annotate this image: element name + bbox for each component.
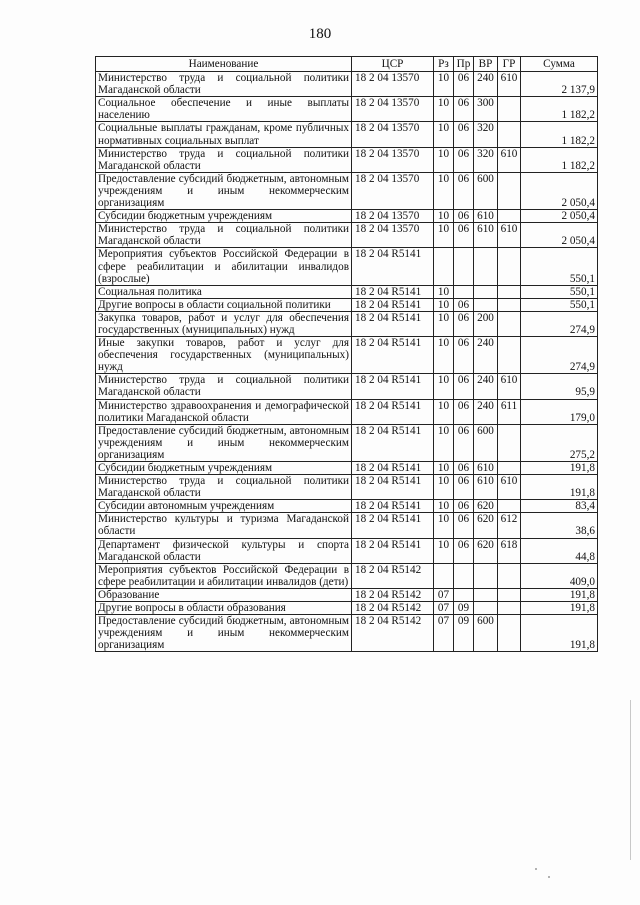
row-sum: 409,0 xyxy=(521,563,598,588)
row-pr: 06 xyxy=(454,298,474,311)
row-rz: 10 xyxy=(434,462,454,475)
row-sum: 38,6 xyxy=(521,513,598,538)
row-name: Предоставление субсидий бюджетным, автономным учреждениям и иным некоммерческим организациям xyxy=(96,615,352,652)
row-name: Социальное обеспечение и иные выплаты населению xyxy=(96,97,352,122)
row-sum: 274,9 xyxy=(521,337,598,374)
row-name: Мероприятия субъектов Российской Федерации в сфере реабилитации и абилитации инвалидов (дети) xyxy=(96,563,352,588)
row-rz: 10 xyxy=(434,147,454,172)
header-pr: Пр xyxy=(454,57,474,72)
row-pr xyxy=(454,588,474,601)
row-sum: 1 182,2 xyxy=(521,122,598,147)
row-pr: 06 xyxy=(454,513,474,538)
row-csr: 18 2 04 R5142 xyxy=(352,602,434,615)
row-sum: 1 182,2 xyxy=(521,147,598,172)
row-rz: 10 xyxy=(434,223,454,248)
row-vr: 200 xyxy=(474,311,498,336)
row-rz: 07 xyxy=(434,588,454,601)
table-header-row xyxy=(96,57,598,72)
header-csr: ЦСР xyxy=(352,57,434,72)
row-pr: 06 xyxy=(454,424,474,461)
row-gr: 611 xyxy=(498,399,521,424)
row-sum: 1 182,2 xyxy=(521,97,598,122)
row-gr: 610 xyxy=(498,147,521,172)
row-vr: 300 xyxy=(474,97,498,122)
row-csr: 18 2 04 R5142 xyxy=(352,588,434,601)
row-gr xyxy=(498,311,521,336)
row-gr: 610 xyxy=(498,374,521,399)
row-gr: 610 xyxy=(498,223,521,248)
row-csr: 18 2 04 R5141 xyxy=(352,513,434,538)
table-row xyxy=(96,538,598,563)
row-name: Субсидии бюджетным учреждениям xyxy=(96,462,352,475)
row-name: Предоставление субсидий бюджетным, автономным учреждениям и иным некоммерческим организациям xyxy=(96,424,352,461)
row-csr: 18 2 04 13570 xyxy=(352,147,434,172)
row-name: Образование xyxy=(96,588,352,601)
row-csr: 18 2 04 13570 xyxy=(352,210,434,223)
row-rz: 10 xyxy=(434,72,454,97)
row-gr xyxy=(498,500,521,513)
row-rz xyxy=(434,563,454,588)
table-row xyxy=(96,285,598,298)
row-vr: 240 xyxy=(474,337,498,374)
row-sum: 550,1 xyxy=(521,285,598,298)
table-row xyxy=(96,588,598,601)
row-vr xyxy=(474,285,498,298)
table-row xyxy=(96,462,598,475)
table-row xyxy=(96,172,598,209)
row-rz: 07 xyxy=(434,602,454,615)
row-gr xyxy=(498,248,521,285)
row-pr: 06 xyxy=(454,311,474,336)
table-row xyxy=(96,399,598,424)
row-name: Министерство здравоохранения и демографической политики Магаданской области xyxy=(96,399,352,424)
row-rz: 10 xyxy=(434,311,454,336)
row-sum: 191,8 xyxy=(521,615,598,652)
table-row xyxy=(96,298,598,311)
row-vr: 320 xyxy=(474,147,498,172)
row-sum: 2 137,9 xyxy=(521,72,598,97)
row-gr xyxy=(498,424,521,461)
row-csr: 18 2 04 13570 xyxy=(352,223,434,248)
row-name: Социальная политика xyxy=(96,285,352,298)
header-name: Наименование xyxy=(96,57,352,72)
row-gr xyxy=(498,337,521,374)
header-gr: ГР xyxy=(498,57,521,72)
table-row xyxy=(96,602,598,615)
row-name: Министерство труда и социальной политики Магаданской области xyxy=(96,475,352,500)
table-row xyxy=(96,248,598,285)
row-pr xyxy=(454,248,474,285)
row-pr: 06 xyxy=(454,462,474,475)
row-csr: 18 2 04 R5141 xyxy=(352,462,434,475)
row-rz: 10 xyxy=(434,500,454,513)
row-rz xyxy=(434,248,454,285)
row-rz: 10 xyxy=(434,337,454,374)
row-vr xyxy=(474,602,498,615)
row-vr: 320 xyxy=(474,122,498,147)
row-sum: 191,8 xyxy=(521,588,598,601)
table-row xyxy=(96,210,598,223)
row-pr: 06 xyxy=(454,210,474,223)
row-pr: 06 xyxy=(454,538,474,563)
row-sum: 44,8 xyxy=(521,538,598,563)
row-pr: 06 xyxy=(454,374,474,399)
row-gr: 612 xyxy=(498,513,521,538)
row-sum: 191,8 xyxy=(521,602,598,615)
row-sum: 95,9 xyxy=(521,374,598,399)
table-row xyxy=(96,500,598,513)
row-name: Министерство труда и социальной политики Магаданской области xyxy=(96,147,352,172)
scan-speck xyxy=(535,868,537,870)
row-gr xyxy=(498,462,521,475)
row-pr: 06 xyxy=(454,399,474,424)
scan-speck xyxy=(548,876,550,878)
row-rz: 10 xyxy=(434,538,454,563)
row-csr: 18 2 04 R5141 xyxy=(352,374,434,399)
row-csr: 18 2 04 13570 xyxy=(352,97,434,122)
row-sum: 275,2 xyxy=(521,424,598,461)
table-row xyxy=(96,563,598,588)
row-rz: 10 xyxy=(434,210,454,223)
row-vr: 610 xyxy=(474,210,498,223)
row-name: Министерство труда и социальной политики Магаданской области xyxy=(96,72,352,97)
row-name: Предоставление субсидий бюджетным, автономным учреждениям и иным некоммерческим организациям xyxy=(96,172,352,209)
row-rz: 10 xyxy=(434,513,454,538)
row-gr: 610 xyxy=(498,475,521,500)
row-vr: 620 xyxy=(474,513,498,538)
row-sum: 550,1 xyxy=(521,248,598,285)
row-rz: 10 xyxy=(434,298,454,311)
row-rz: 10 xyxy=(434,374,454,399)
row-name: Субсидии бюджетным учреждениям xyxy=(96,210,352,223)
row-pr: 06 xyxy=(454,475,474,500)
row-csr: 18 2 04 R5142 xyxy=(352,615,434,652)
row-gr xyxy=(498,602,521,615)
row-csr: 18 2 04 13570 xyxy=(352,72,434,97)
row-sum: 274,9 xyxy=(521,311,598,336)
table-row xyxy=(96,122,598,147)
row-name: Департамент физической культуры и спорта Магаданской области xyxy=(96,538,352,563)
row-sum: 2 050,4 xyxy=(521,210,598,223)
row-vr xyxy=(474,298,498,311)
row-name: Другие вопросы в области образования xyxy=(96,602,352,615)
row-vr xyxy=(474,248,498,285)
row-rz: 10 xyxy=(434,122,454,147)
row-csr: 18 2 04 13570 xyxy=(352,172,434,209)
row-name: Субсидии автономным учреждениям xyxy=(96,500,352,513)
row-csr: 18 2 04 R5141 xyxy=(352,399,434,424)
row-sum: 2 050,4 xyxy=(521,172,598,209)
row-sum: 550,1 xyxy=(521,298,598,311)
row-pr: 06 xyxy=(454,500,474,513)
row-vr: 600 xyxy=(474,424,498,461)
row-vr: 620 xyxy=(474,538,498,563)
table-row xyxy=(96,311,598,336)
row-name: Министерство культуры и туризма Магаданской области xyxy=(96,513,352,538)
table-row xyxy=(96,72,598,97)
row-vr xyxy=(474,563,498,588)
row-pr: 09 xyxy=(454,615,474,652)
row-gr xyxy=(498,588,521,601)
row-pr: 06 xyxy=(454,97,474,122)
row-pr: 06 xyxy=(454,72,474,97)
row-gr xyxy=(498,298,521,311)
row-pr: 06 xyxy=(454,337,474,374)
row-name: Министерство труда и социальной политики Магаданской области xyxy=(96,223,352,248)
row-gr xyxy=(498,285,521,298)
table-row xyxy=(96,223,598,248)
table-row xyxy=(96,97,598,122)
row-pr xyxy=(454,285,474,298)
row-vr: 240 xyxy=(474,374,498,399)
row-csr: 18 2 04 R5141 xyxy=(352,500,434,513)
row-sum: 179,0 xyxy=(521,399,598,424)
row-vr xyxy=(474,588,498,601)
row-pr xyxy=(454,563,474,588)
row-gr: 610 xyxy=(498,72,521,97)
row-vr: 600 xyxy=(474,172,498,209)
page-number: 180 xyxy=(308,26,332,42)
row-name: Закупка товаров, работ и услуг для обеспечения государственных (муниципальных) нужд xyxy=(96,311,352,336)
row-gr xyxy=(498,172,521,209)
row-pr: 06 xyxy=(454,172,474,209)
row-gr xyxy=(498,122,521,147)
row-csr: 18 2 04 R5141 xyxy=(352,248,434,285)
row-name: Иные закупки товаров, работ и услуг для обеспечения государственных (муниципальных) нужд xyxy=(96,337,352,374)
row-gr xyxy=(498,615,521,652)
row-rz: 10 xyxy=(434,172,454,209)
row-csr: 18 2 04 R5141 xyxy=(352,311,434,336)
row-vr: 240 xyxy=(474,72,498,97)
table-row xyxy=(96,513,598,538)
row-pr: 06 xyxy=(454,223,474,248)
row-csr: 18 2 04 R5141 xyxy=(352,298,434,311)
table-row xyxy=(96,475,598,500)
row-sum: 2 050,4 xyxy=(521,223,598,248)
row-csr: 18 2 04 R5142 xyxy=(352,563,434,588)
row-gr: 618 xyxy=(498,538,521,563)
row-csr: 18 2 04 R5141 xyxy=(352,337,434,374)
header-sum: Сумма xyxy=(521,57,598,72)
row-pr: 06 xyxy=(454,147,474,172)
row-sum: 191,8 xyxy=(521,475,598,500)
table-row xyxy=(96,337,598,374)
row-rz: 10 xyxy=(434,285,454,298)
row-pr: 06 xyxy=(454,122,474,147)
row-gr xyxy=(498,563,521,588)
row-vr: 610 xyxy=(474,475,498,500)
table-row xyxy=(96,615,598,652)
table-row xyxy=(96,424,598,461)
row-vr: 620 xyxy=(474,500,498,513)
row-csr: 18 2 04 R5141 xyxy=(352,424,434,461)
budget-table xyxy=(95,56,598,652)
row-name: Другие вопросы в области социальной политики xyxy=(96,298,352,311)
row-pr: 09 xyxy=(454,602,474,615)
row-vr: 610 xyxy=(474,223,498,248)
row-rz: 10 xyxy=(434,97,454,122)
row-vr: 240 xyxy=(474,399,498,424)
row-name: Мероприятия субъектов Российской Федерации в сфере реабилитации и абилитации инвалидов (взрослые) xyxy=(96,248,352,285)
header-rz: Рз xyxy=(434,57,454,72)
table-row xyxy=(96,374,598,399)
row-csr: 18 2 04 13570 xyxy=(352,122,434,147)
row-sum: 83,4 xyxy=(521,500,598,513)
header-vr: ВР xyxy=(474,57,498,72)
row-rz: 10 xyxy=(434,424,454,461)
row-rz: 10 xyxy=(434,399,454,424)
row-csr: 18 2 04 R5141 xyxy=(352,285,434,298)
scan-edge-mark xyxy=(630,700,631,860)
row-rz: 07 xyxy=(434,615,454,652)
row-gr xyxy=(498,97,521,122)
table-row xyxy=(96,147,598,172)
row-vr: 610 xyxy=(474,462,498,475)
row-gr xyxy=(498,210,521,223)
row-csr: 18 2 04 R5141 xyxy=(352,538,434,563)
row-sum: 191,8 xyxy=(521,462,598,475)
row-vr: 600 xyxy=(474,615,498,652)
row-rz: 10 xyxy=(434,475,454,500)
row-csr: 18 2 04 R5141 xyxy=(352,475,434,500)
row-name: Министерство труда и социальной политики Магаданской области xyxy=(96,374,352,399)
row-name: Социальные выплаты гражданам, кроме публичных нормативных социальных выплат xyxy=(96,122,352,147)
